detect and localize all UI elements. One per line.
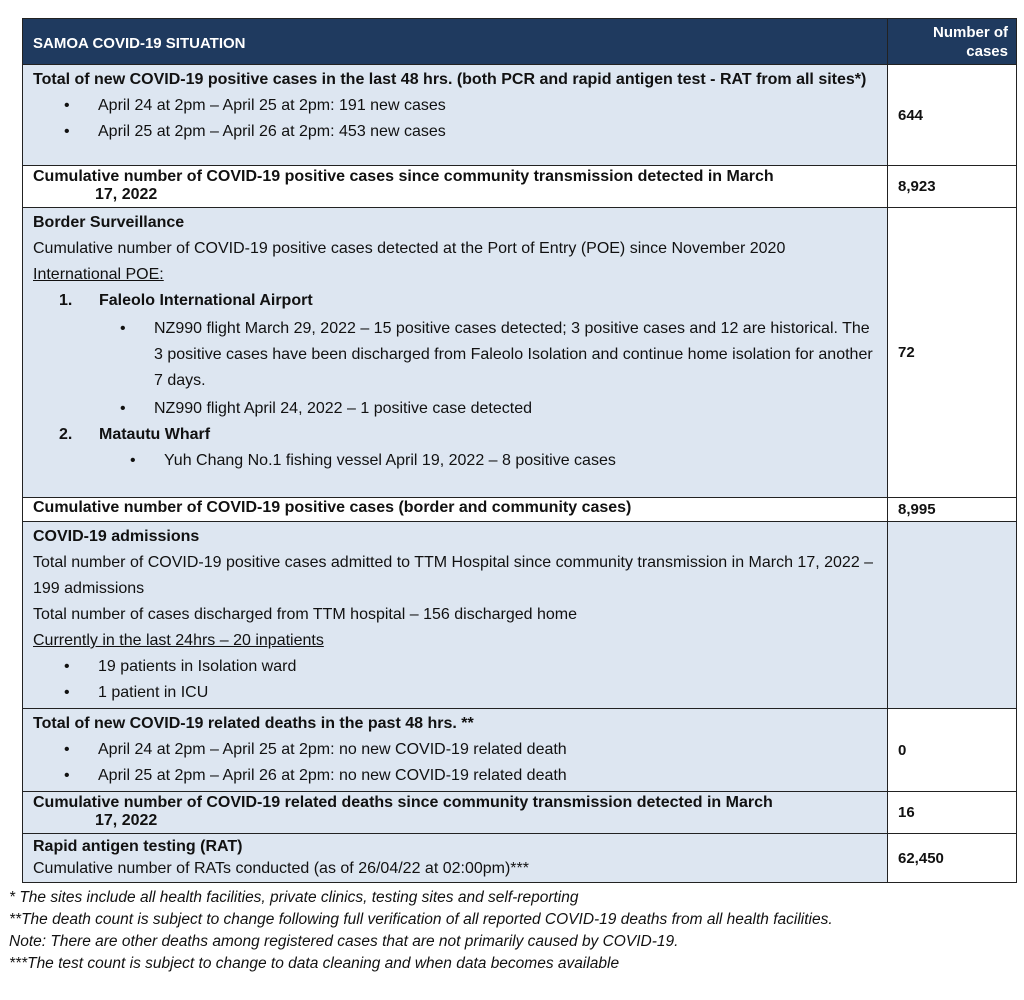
border-desc: Cumulative number of COVID-19 positive cases detected at the Port of Entry (POE) since November 2020	[33, 240, 786, 257]
table-row	[23, 792, 1017, 834]
footnote: * The sites include all health facilities, private clinics, testing sites and self-reporting	[9, 889, 579, 906]
deaths-value: 0	[888, 709, 1017, 792]
airport-name: Faleolo International Airport	[99, 292, 313, 309]
list-item: • Yuh Chang No.1 fishing vessel April 19, 2022 – 8 positive cases	[164, 448, 877, 474]
list-item: • April 25 at 2pm – April 26 at 2pm: no new COVID-19 related death	[98, 763, 877, 789]
list-item: • 19 patients in Isolation ward	[98, 654, 877, 680]
table-row	[23, 65, 1017, 166]
border-cell: Border Surveillance Cumulative number of COVID-19 positive cases detected at the Port of Entry (POE) since November 2020 International POE: 1. Faleolo International Airport • NZ990 flight March 29, 2022 – 15 positive cases detected; 3 positive cases and 12 are historical. The 3 positive cases have been discharged from Faleolo Isolation and continue home isolation for another 7 days. • NZ990 flight April 24, 2022 – 1 positive case detected 2. Matautu Wharf • Yuh Chang No.1 fishing vessel April 19, 2022 – 8 positive cases	[23, 208, 888, 498]
table-header-row	[23, 19, 1017, 65]
new-cases-cell	[23, 65, 888, 166]
cum-total-title: Cumulative number of COVID-19 positive cases (border and community cases)	[23, 498, 888, 522]
deaths-title: Total of new COVID-19 related deaths in the past 48 hrs. **	[33, 715, 474, 732]
intl-poe-label: International POE:	[33, 266, 164, 283]
cum-deaths-cell: Cumulative number of COVID-19 related deaths since community transmission detected in March 17, 2022	[23, 792, 888, 834]
table-row	[23, 709, 1017, 792]
footnote: **The death count is subject to change following full verification of all reported COVID-19 deaths from all health facilities.	[9, 911, 833, 928]
table-row	[23, 522, 1017, 709]
table-row	[23, 208, 1017, 498]
border-value: 72	[888, 208, 1017, 498]
table-row	[23, 498, 1017, 522]
list-item: • NZ990 flight March 29, 2022 – 15 positive cases detected; 3 positive cases and 12 are historical. The 3 positive cases have been discharged from Faleolo Isolation and continue home isolation for another 7 days.	[154, 316, 877, 394]
rat-title: Rapid antigen testing (RAT)	[33, 838, 243, 855]
new-cases-value: 644	[888, 65, 1017, 166]
border-title: Border Surveillance	[33, 214, 185, 231]
new-cases-title: Total of new COVID-19 positive cases in the last 48 hrs. (both PCR and rapid antigen test - RAT from all sites*)	[33, 71, 867, 88]
cum-community-value: 8,923	[888, 166, 1017, 208]
admissions-title: COVID-19 admissions	[33, 528, 200, 545]
list-item: • April 25 at 2pm – April 26 at 2pm: 453 new cases	[98, 119, 877, 145]
situation-table	[22, 18, 1017, 883]
footnote: ***The test count is subject to change to data cleaning and when data becomes available	[9, 955, 620, 972]
table-row	[23, 166, 1017, 208]
cum-total-value: 8,995	[888, 498, 1017, 522]
rat-cell: Rapid antigen testing (RAT) Cumulative number of RATs conducted (as of 26/04/22 at 02:00pm)***	[23, 834, 888, 883]
footnote: Note: There are other deaths among registered cases that are not primarily caused by COVID-19.	[9, 933, 679, 950]
situation-report	[9, 18, 1016, 975]
cases-column-header: Number of cases	[888, 19, 1017, 65]
admissions-cell: COVID-19 admissions Total number of COVID-19 positive cases admitted to TTM Hospital since community transmission in March 17, 2022 – 199 admissions Total number of cases discharged from TTM hospital – 156 discharged home Currently in the last 24hrs – 20 inpatients • 19 patients in Isolation ward • 1 patient in ICU	[23, 522, 888, 709]
cum-deaths-value: 16	[888, 792, 1017, 834]
deaths-cell	[23, 709, 888, 792]
table-title: SAMOA COVID-19 SITUATION	[23, 19, 888, 65]
admissions-value	[888, 522, 1017, 709]
list-item: • 1 patient in ICU	[98, 680, 877, 706]
list-item: • April 24 at 2pm – April 25 at 2pm: no new COVID-19 related death	[98, 737, 877, 763]
wharf-name: Matautu Wharf	[99, 426, 211, 443]
list-item: • April 24 at 2pm – April 25 at 2pm: 191 new cases	[98, 93, 877, 119]
rat-value: 62,450	[888, 834, 1017, 883]
table-row	[23, 834, 1017, 883]
list-item: • NZ990 flight April 24, 2022 – 1 positive case detected	[154, 396, 877, 422]
cum-community-cell: Cumulative number of COVID-19 positive cases since community transmission detected in March 17, 2022	[23, 166, 888, 208]
footnotes	[9, 887, 1016, 975]
